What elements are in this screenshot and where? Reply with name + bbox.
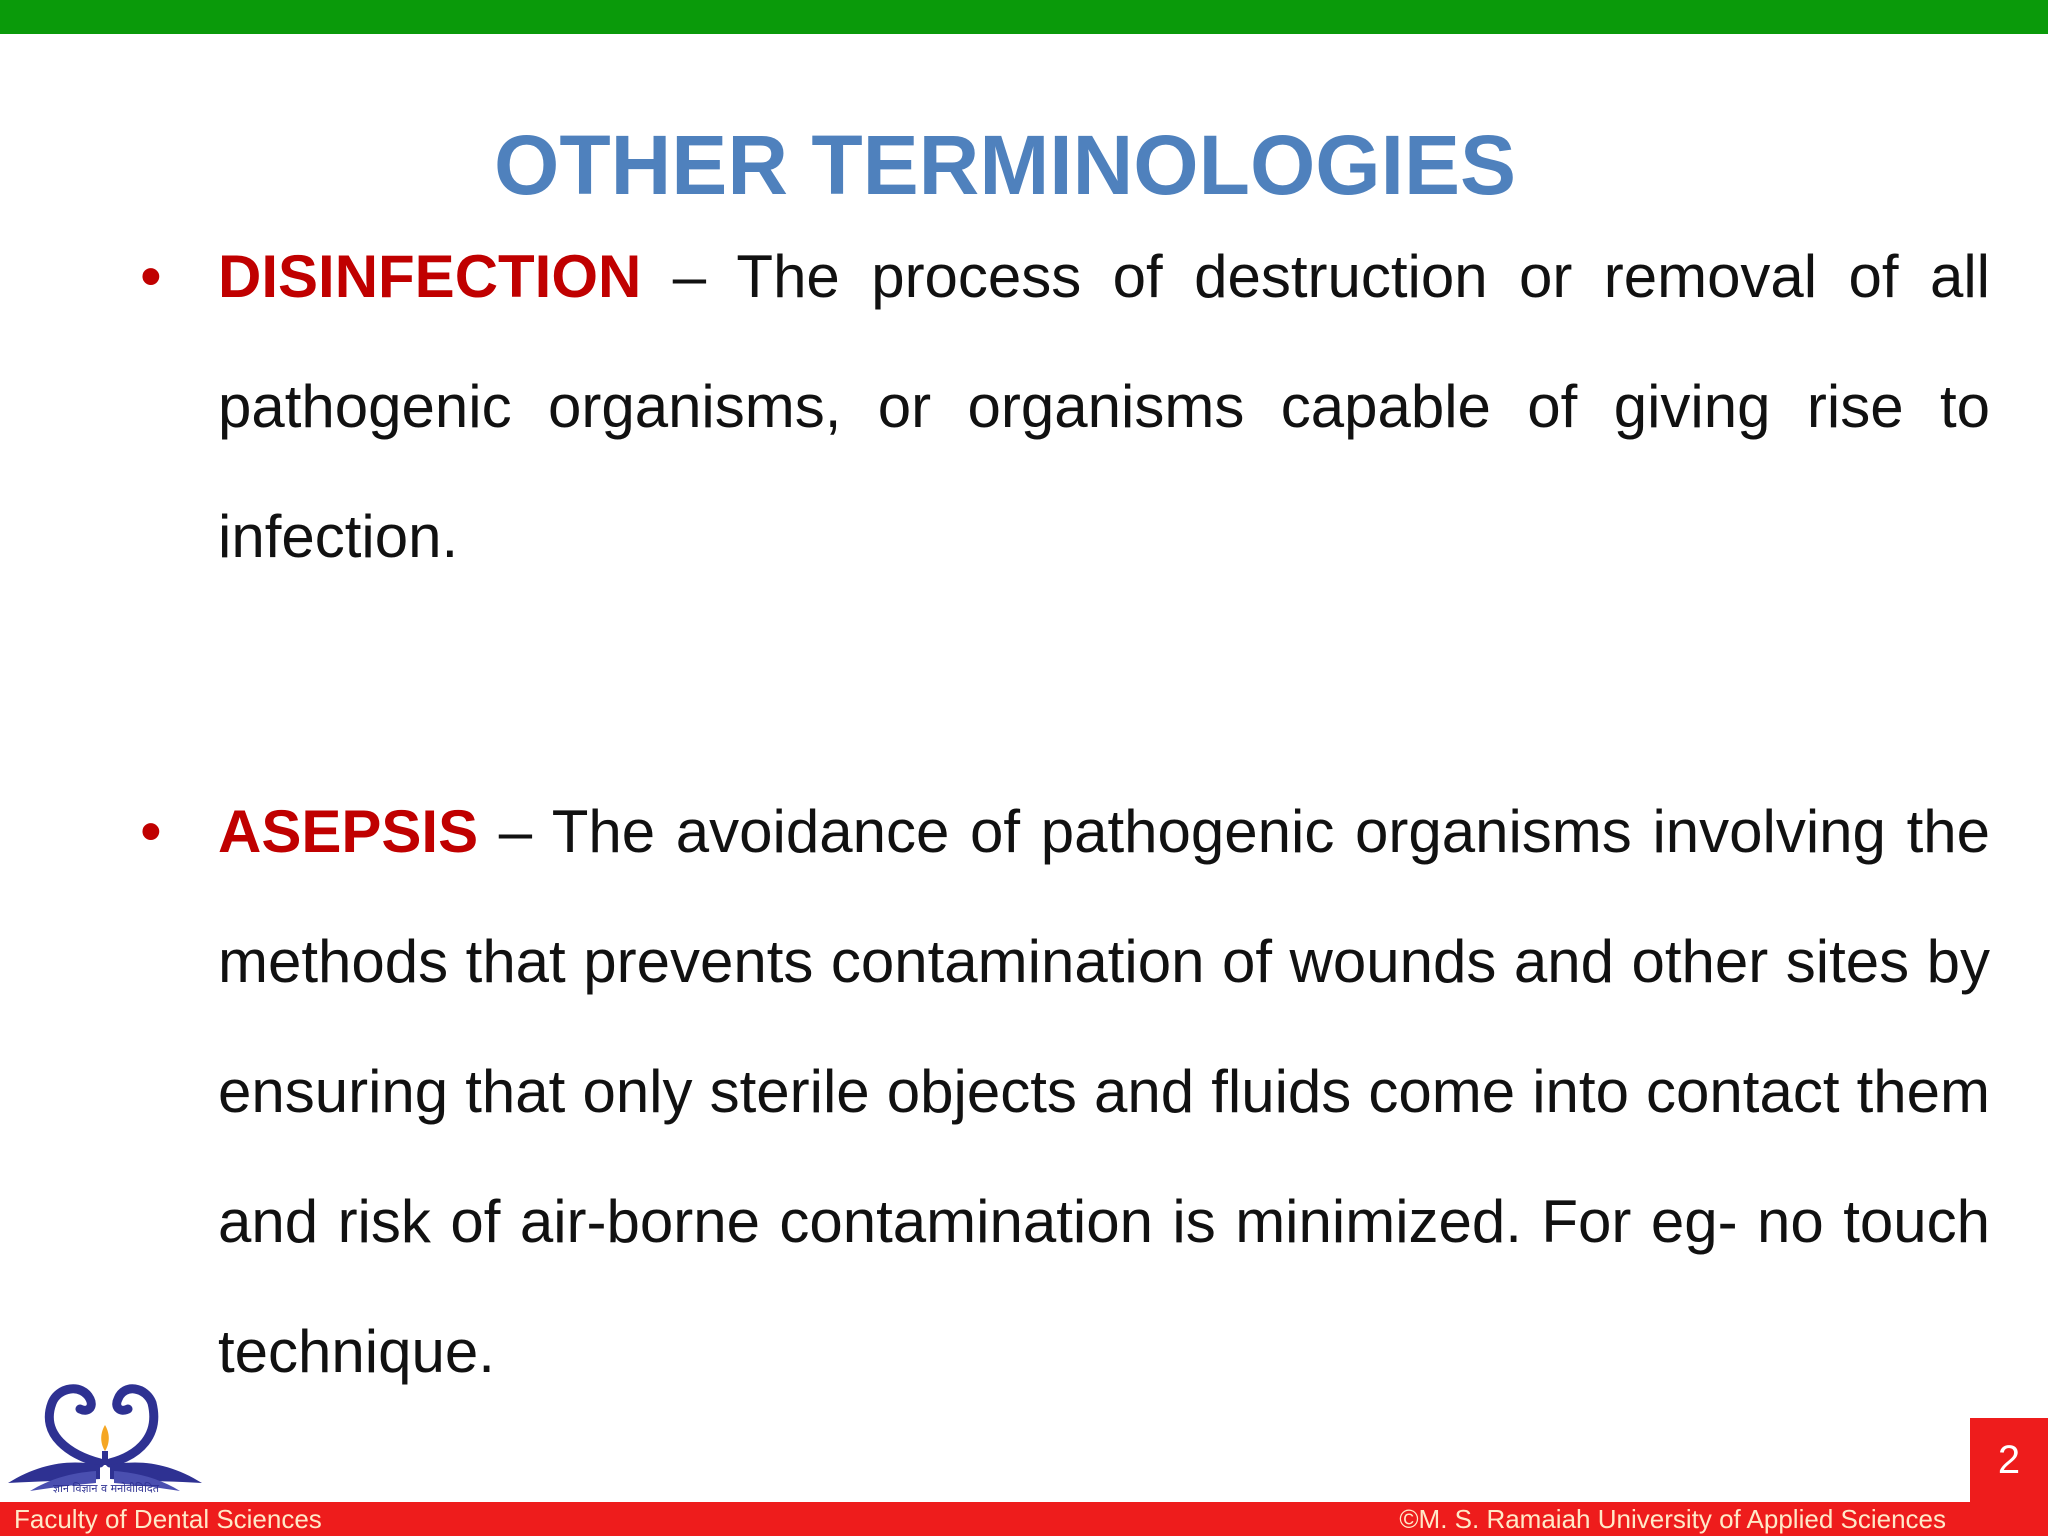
- footer-faculty: Faculty of Dental Sciences: [14, 1504, 322, 1534]
- term-asepsis: ASEPSIS: [218, 798, 479, 865]
- top-accent-bar: [0, 0, 2048, 34]
- logo-motto: ज्ञान विज्ञान व मनोवीविदित: [52, 1482, 159, 1495]
- bullet-marker: •: [140, 242, 162, 311]
- definition-disinfection: – The process of destruction or removal of all pathogenic organisms, or organisms capable of giving rise to infection.: [218, 243, 1990, 570]
- bullet-text: [218, 767, 1990, 1417]
- twin-swans-logo-icon: [0, 1355, 210, 1503]
- bullet-text: [218, 212, 1990, 602]
- footer-copyright: ©M. S. Ramaiah University of Applied Sciences: [1399, 1504, 1946, 1534]
- slide-title: OTHER TERMINOLOGIES: [493, 118, 1517, 212]
- term-disinfection: DISINFECTION: [218, 243, 642, 310]
- bullet-marker: •: [140, 797, 162, 866]
- page-number: 2: [1997, 1438, 2021, 1482]
- definition-asepsis: – The avoidance of pathogenic organisms involving the methods that prevents contamination of wounds and other sites by ensuring that only sterile objects and fluids come into contact them and risk of air-borne contamination is minimized. For eg- no touch technique.: [218, 798, 1990, 1385]
